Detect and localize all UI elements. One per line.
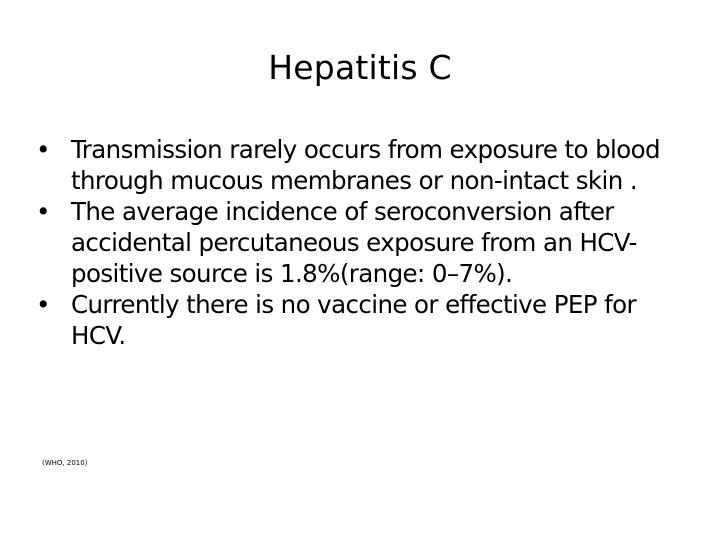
citation: (WHO, 2010) xyxy=(42,459,88,467)
bullet-text: Currently there is no vaccine or effective PEP for HCV. xyxy=(71,290,637,350)
bullet-item-vaccine xyxy=(36,289,676,351)
bullet-icon: • xyxy=(36,197,50,226)
bullet-icon: • xyxy=(36,135,50,164)
bullet-icon: • xyxy=(36,290,50,319)
bullet-list xyxy=(36,134,676,351)
bullet-text: The average incidence of seroconversion after accidental percutaneous exposure from an HCV-positive source is 1.8%(range: 0–7%). xyxy=(71,197,637,288)
bullet-text: Transmission rarely occurs from exposure to blood through mucous membranes or non-intact skin . xyxy=(71,135,660,195)
slide-title: Hepatitis C xyxy=(268,48,452,87)
bullet-item-seroconversion xyxy=(36,196,676,289)
bullet-item-transmission xyxy=(36,134,676,196)
